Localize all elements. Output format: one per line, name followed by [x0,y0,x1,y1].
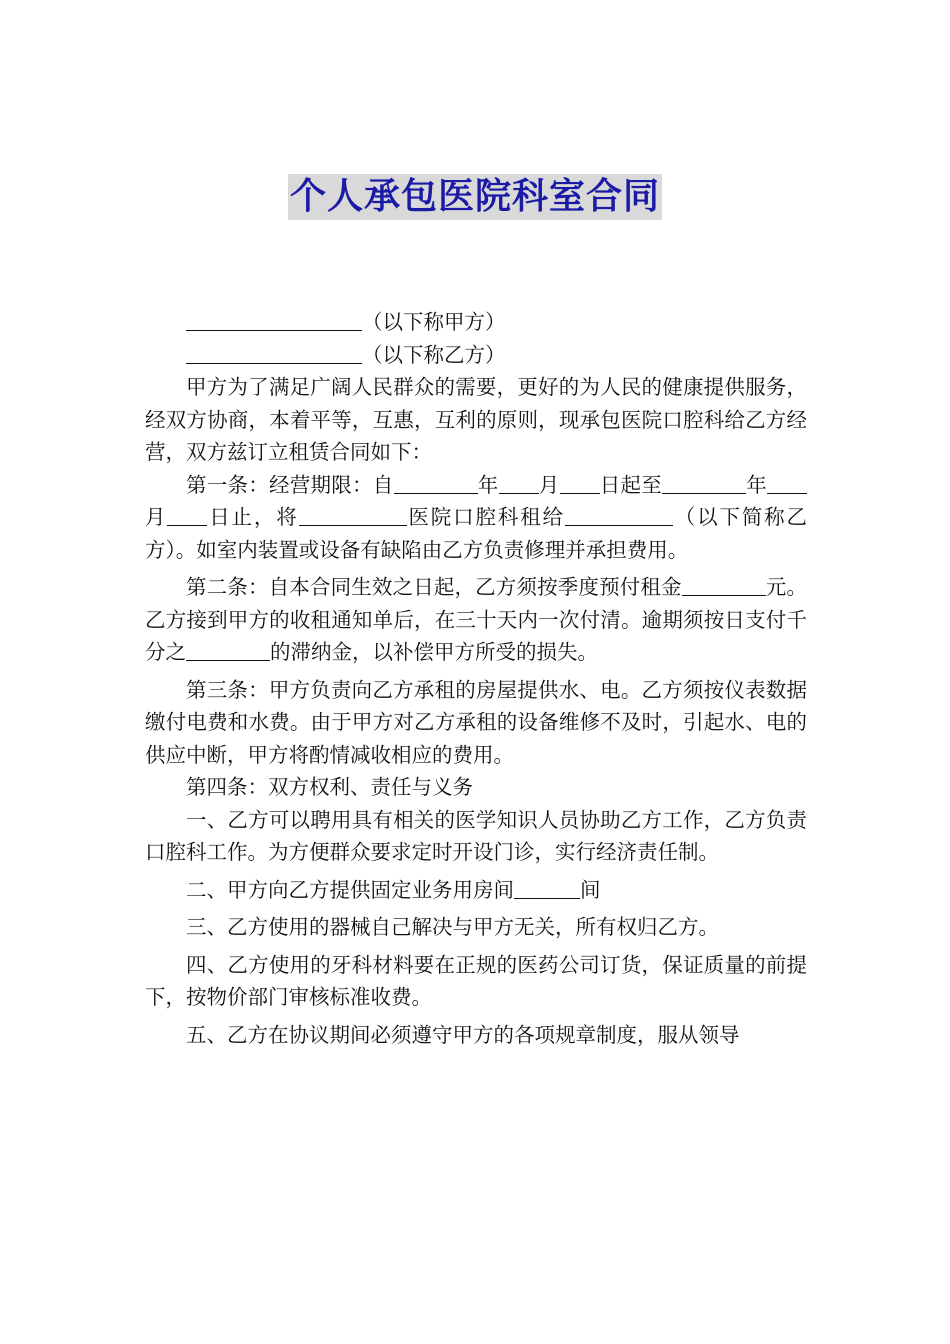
item2-blank [514,876,580,899]
party-a-line [145,306,807,339]
art1-day-from: 日起至 [599,472,662,497]
party-a-blank [186,309,362,332]
item-4: 四、乙方使用的牙科材料要在正规的医药公司订货，保证质量的前提下，按物价部门审核标准收费。 [145,952,807,1009]
article-3: 第三条：甲方负责向乙方承租的房屋提供水、电。乙方须按仪表数据缴付电费和水费。由于甲方对乙方承租的设备维修不及时，引起水、电的供应中断，甲方将酌情减收相应的费用。 [145,677,807,767]
item-5: 五、乙方在协议期间必须遵守甲方的各项规章制度，服从领导 [186,1022,740,1047]
document-title: 个人承包医院科室合同 [288,174,662,220]
art2-mid: 元。乙方接到甲方的收租通知单后，在三十天内一次付清。逾期须按日支付千分之 [145,575,808,664]
item-2 [145,874,807,907]
item2-suffix: 间 [580,877,601,902]
art1-blank-month2 [767,471,807,494]
art1-month2: 月 [145,505,168,529]
item-1: 一、乙方可以聘用具有相关的医学知识人员协助乙方工作，乙方负责口腔科工作。为方便群众要求定时开设门诊，实行经济责任制。 [145,807,807,864]
art1-blank-year2 [662,471,746,494]
art2-prefix: 第二条：自本合同生效之日起，乙方须按季度预付租金 [186,575,682,599]
art1-year2: 年 [746,472,767,497]
art1-day-to: 日止，将 [207,505,299,529]
art1-blank-month1 [499,471,539,494]
article-4: 第四条：双方权利、责任与义务 [186,775,473,799]
art1-hospital: 医院口腔科租给 [406,505,565,529]
party-b-line [145,339,807,372]
title-wrap [0,174,950,220]
art1-blank-lessee [565,504,673,527]
art1-tail: （以下简称乙方）。如室内装置或设备有缺陷由乙方负责修理并承担费用。 [145,505,808,562]
intro-paragraph: 甲方为了满足广阔人民群众的需要，更好的为人民的健康提供服务，经双方协商，本着平等，互惠，互利的原则，现承包医院口腔科给乙方经营，双方兹订立租赁合同如下： [145,375,807,464]
document-body [145,306,807,1051]
art2-blank-rate [186,639,270,662]
party-b-label: （以下称乙方） [362,342,506,367]
art1-blank-year1 [394,471,478,494]
art1-month1: 月 [538,472,560,497]
art1-prefix: 第一条：经营期限：自 [186,472,394,497]
item-3: 三、乙方使用的器械自己解决与甲方无关，所有权归乙方。 [186,915,719,939]
art1-blank-hospital [299,504,407,527]
article-2 [145,571,807,669]
party-a-label: （以下称甲方） [362,310,506,334]
party-b-blank [186,341,362,364]
item2-prefix: 二、甲方向乙方提供固定业务用房间 [186,877,514,902]
art1-blank-day2 [167,504,207,527]
art1-blank-day1 [560,471,600,494]
article-1 [145,469,807,567]
art2-tail: 的滞纳金，以补偿甲方所受的损失。 [270,640,598,664]
art2-blank-rent [682,574,766,597]
art1-year1: 年 [477,472,499,497]
